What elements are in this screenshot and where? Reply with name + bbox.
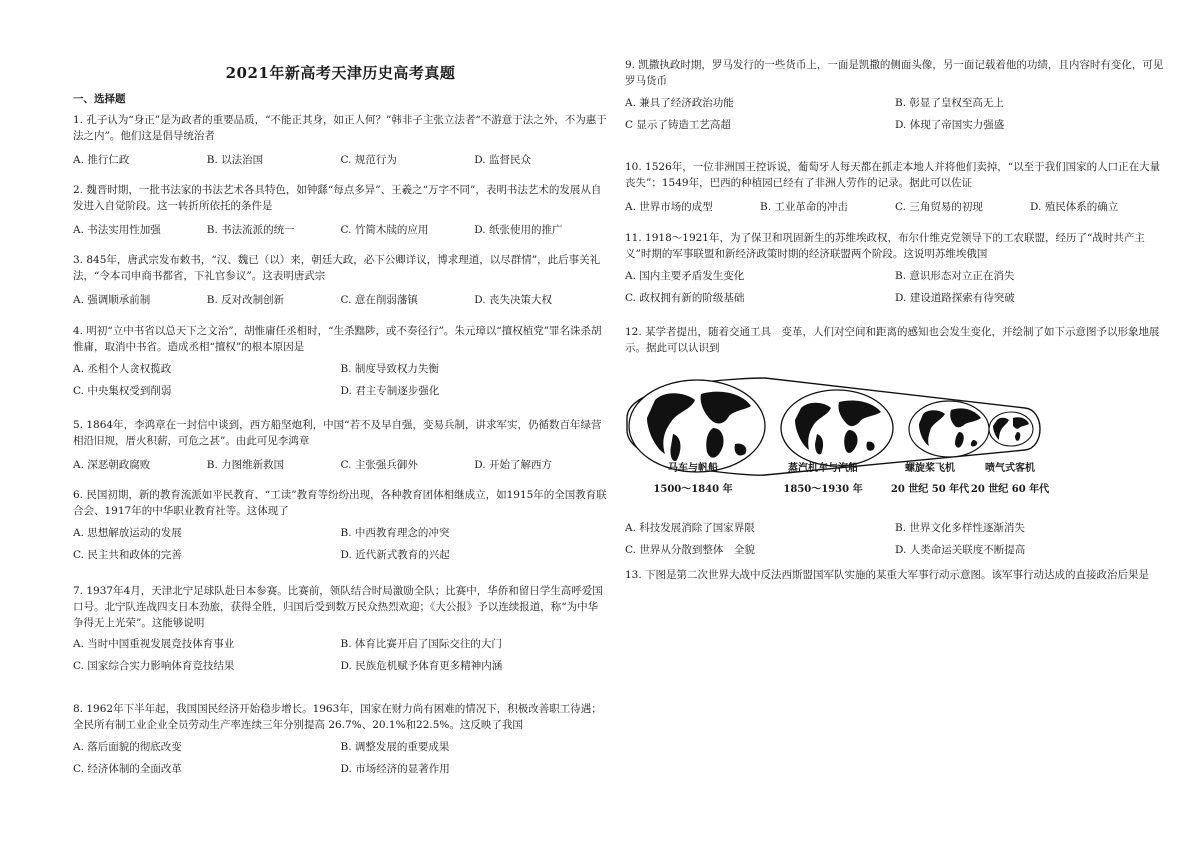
world-map-1850 — [781, 390, 893, 466]
option-c: C. 民主共和政体的完善 — [73, 548, 182, 561]
options — [73, 153, 608, 169]
question-stem: 10. 1526年，一位非洲国王控诉说，葡萄牙人每天都在抓走本地人并将他们卖掉，“以至于我们国家的人口正在大量丧失”；1549年，巴西的种植园已经有了非洲人劳作的记录。据此可以佐证 — [625, 161, 1161, 189]
option-d: D. 君主专制逐步强化 — [340, 384, 440, 397]
question-stem: 5. 1864年，李鸿章在一封信中谈到，西方船坚炮利，中国“若不及早自强，变易兵制，讲求军实，仍循数百年绿营相沿旧规，厝火积薪，可危之甚”。由此可见李鸿章 — [73, 419, 602, 447]
question-12-options — [625, 521, 1165, 565]
option-c: C. 意在削弱藩镇 — [340, 293, 418, 306]
options — [73, 526, 608, 570]
question-5 — [73, 418, 608, 473]
option-b: B. 意识形态对立正在消失 — [895, 269, 1015, 282]
option-d: D. 民族危机赋予体育更多精神内涵 — [340, 660, 503, 673]
options — [73, 740, 608, 784]
option-d: D. 殖民体系的确立 — [1030, 200, 1119, 213]
question-stem: 12. 某学者提出，随着交通工具 变革，人们对空间和距离的感知也会发生变化，并绘制了如下示意图予以形象地展示。据此可以认识到 — [625, 326, 1160, 354]
options — [625, 521, 1165, 565]
question-9 — [625, 58, 1165, 140]
question-stem: 11. 1918～1921年，为了保卫和巩固新生的苏维埃政权，布尔什维克党领导下的工农联盟，经历了“战时共产主义”时期的军事联盟和新经济政策时期的经济联盟两个阶段。这说明苏维埃俄国 — [625, 232, 1145, 260]
option-a: A. 推行仁政 — [73, 153, 130, 166]
question-stem: 3. 845年，唐武宗发布敕书，“汉、魏已（以）来，朝廷大政，必下公卿详议，博求理道，以尽群情”，此后事关礼法，“令本司申商书都省，下礼官参议”。这表明唐武宗 — [73, 254, 601, 282]
question-7 — [73, 584, 608, 681]
option-c: C. 世界从分散到整体 全貌 — [625, 544, 755, 556]
question-8 — [73, 702, 608, 784]
label-name: 喷气式客机 — [985, 463, 1035, 474]
label-years: 1850～1930 年 — [783, 484, 863, 495]
question-3 — [73, 253, 608, 308]
world-map-1950s — [909, 401, 989, 457]
option-d: D. 建设道路探索有待突破 — [895, 291, 1015, 304]
option-a: A. 落后面貌的彻底改变 — [73, 740, 182, 753]
options — [625, 96, 1165, 140]
option-b: B. 制度导致权力失衡 — [340, 362, 439, 375]
option-a: A. 当时中国重视发展竞技体育事业 — [73, 638, 235, 651]
option-a: A. 丞相个人贪权揽政 — [73, 362, 172, 375]
option-a: A. 兼具了经济政治功能 — [625, 96, 734, 109]
option-a: A. 书法实用性加强 — [73, 223, 161, 236]
option-d: D. 监督民众 — [474, 153, 531, 166]
option-b: B. 体育比赛开启了国际交往的大门 — [340, 638, 502, 651]
options — [625, 200, 1165, 216]
options — [625, 269, 1165, 313]
option-c: C 显示了铸造工艺高超 — [625, 118, 731, 131]
question-12 — [625, 325, 1165, 357]
question-stem: 8. 1962年下半年起，我国国民经济开始稳步增长。1963年，国家在财力尚有困难的情况下，积极改善职工待遇；全民所有制工业企业全员劳动生产率连续三年分别提高 26.7%、20.1%和22.5%。这反映了我国 — [73, 703, 602, 731]
figure-label-4 — [965, 461, 1055, 497]
question-11 — [625, 231, 1165, 313]
question-13 — [625, 568, 1165, 584]
option-b: B. 反对改制创新 — [206, 293, 285, 306]
question-2 — [73, 183, 608, 238]
label-years: 1500～1840 年 — [653, 484, 733, 495]
option-c: C. 国家综合实力影响体育竞技结果 — [73, 660, 235, 673]
question-10 — [625, 160, 1165, 215]
option-b: B. 世界文化多样性逐渐消失 — [895, 522, 1025, 534]
option-b: B. 彰显了皇权至高无上 — [895, 96, 1004, 109]
question-stem: 4. 明初“立中书省以总天下之文治”，胡惟庸任丞相时，“生杀黜陟，或不奏径行”。朱元璋以“擅权植党”罪名诛杀胡惟庸，取消中书省。造成丞相“擅权”的根本原因是 — [73, 325, 602, 353]
label-name: 蒸汽机车与汽船 — [788, 463, 858, 474]
figure-label-1 — [653, 461, 733, 497]
option-b: B. 工业革命的冲击 — [760, 200, 848, 213]
question-1 — [73, 113, 608, 168]
page-title: 2021年新高考天津历史高考真题 — [225, 64, 456, 82]
option-a: A. 国内主要矛盾发生变化 — [625, 269, 745, 282]
option-d: D. 纸张使用的推广 — [474, 223, 563, 236]
option-d: D. 丧失决策大权 — [474, 293, 552, 306]
option-c: C. 规范行为 — [340, 153, 397, 166]
option-c: C. 经济体制的全面改革 — [73, 762, 182, 775]
option-c: C. 中央集权受到削弱 — [73, 384, 172, 397]
option-d: D. 开始了解西方 — [474, 458, 552, 471]
label-name: 马车与帆船 — [668, 463, 718, 474]
option-d: D. 人类命运关联度不断提高 — [895, 544, 1026, 556]
option-a: A. 深恶朝政腐败 — [73, 458, 151, 471]
world-map-1500 — [629, 380, 765, 472]
option-b: B. 以法治国 — [206, 153, 264, 166]
question-stem: 2. 魏晋时期，一批书法家的书法艺术各具特色，如钟繇“每点多异”、王羲之“万字不同”，表明书法艺术的发展从自发进入自觉阶段。这一转折所依托的条件是 — [73, 184, 602, 212]
section-heading: 一、选择题 — [73, 93, 126, 105]
option-c: C. 三角贸易的初现 — [895, 200, 983, 213]
option-d: D. 市场经济的显著作用 — [340, 762, 450, 775]
option-b: B. 力图维新救国 — [206, 458, 285, 471]
figure-label-3 — [885, 461, 975, 497]
label-years: 20 世纪 60 年代 — [970, 484, 1050, 495]
question-6 — [73, 488, 608, 570]
option-c: C. 主张强兵御外 — [340, 458, 418, 471]
options — [73, 223, 608, 239]
options — [73, 637, 608, 681]
option-b: B. 调整发展的重要成果 — [340, 740, 450, 753]
option-a: A. 强调顺承前制 — [73, 293, 151, 306]
option-b: B. 书法流派的统一 — [206, 223, 295, 236]
option-b: B. 中西教育理念的冲突 — [340, 526, 450, 539]
question-stem: 1. 孔子认为“身正”是为政者的重要品质，“不能正其身，如正人何？”韩非子主张立法者“不游意于法之外，不为惠于法之内”。他们这是倡导统治者 — [73, 114, 607, 142]
option-d: D. 近代新式教育的兴起 — [340, 548, 450, 561]
question-4 — [73, 324, 608, 406]
question-stem: 13. 下图是第二次世界大战中反法西斯盟国军队实施的某重大军事行动示意图。该军事行动达成的直接政治后果是 — [625, 569, 1150, 581]
question-stem: 6. 民国初期，新的教育流派如平民教育、“工读”教育等纷纷出现，各种教育团体相继成立，如1915年的全国教育联合会、1917年的中华职业教育社等。这体现了 — [73, 489, 607, 517]
option-c: C. 竹简木牍的应用 — [340, 223, 429, 236]
options — [73, 362, 608, 406]
label-name: 螺旋桨飞机 — [905, 463, 955, 474]
world-map-1960s — [989, 412, 1033, 446]
question-stem: 7. 1937年4月，天津北宁足球队赴日本参赛。比赛前，领队结合时局激励全队；比赛中，华侨和留日学生高呼爱国口号。北宁队连战四支日本劲旅，获得全胜，归国后受到数万民众热烈欢迎；《大公报》予以连续报道，称“为中华争得无上光荣”。这能够说明 — [73, 585, 603, 629]
figure-label-2 — [773, 461, 873, 497]
option-a: A. 世界市场的成型 — [625, 200, 713, 213]
question-stem: 9. 凯撒执政时期，罗马发行的一些货币上，一面是凯撒的侧面头像，另一面记载着他的功绩，且内容时有变化，可见罗马货币 — [625, 59, 1164, 87]
label-years: 20 世纪 50 年代 — [890, 484, 970, 495]
option-a: A. 思想解放运动的发展 — [73, 526, 182, 539]
options — [73, 458, 608, 474]
option-d: D. 体现了帝国实力强盛 — [895, 118, 1005, 131]
option-c: C. 政权拥有新的阶级基础 — [625, 291, 745, 304]
options — [73, 293, 608, 309]
option-a: A. 科技发展消除了国家界限 — [625, 522, 755, 534]
